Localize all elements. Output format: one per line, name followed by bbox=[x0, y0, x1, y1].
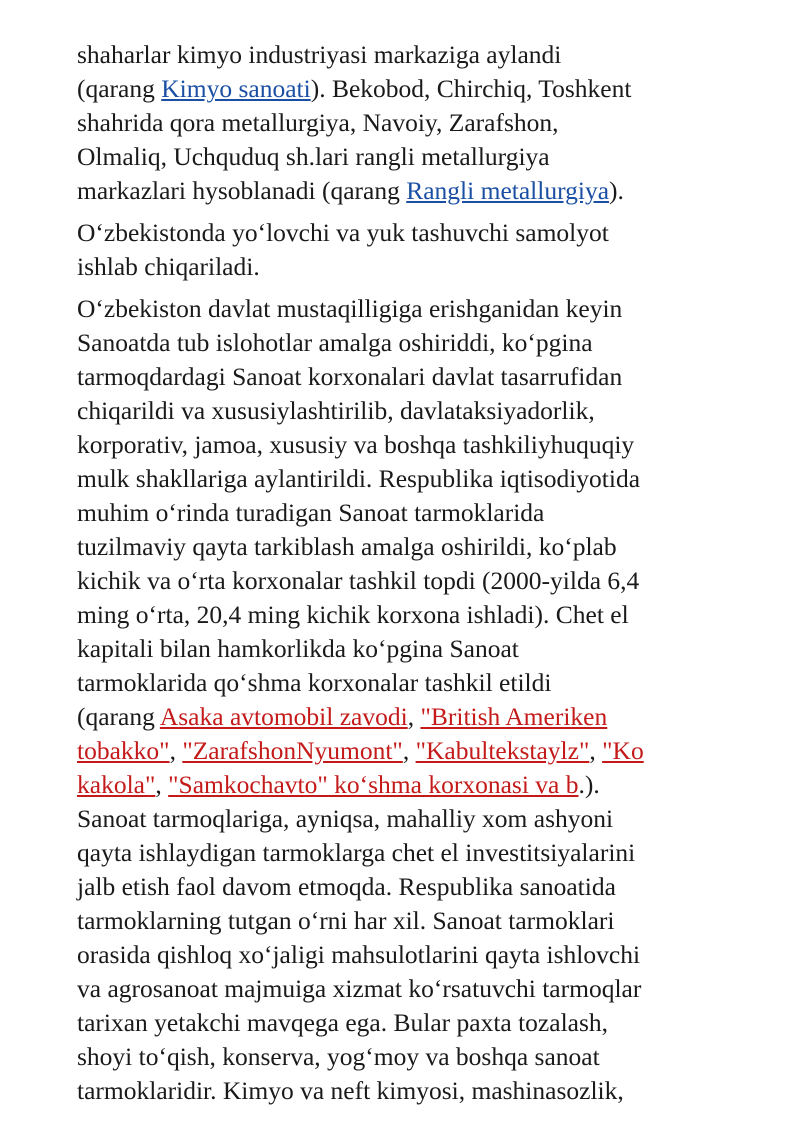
link-kabultekstaylz[interactable]: "Kabultekstaylz" bbox=[415, 736, 590, 765]
text-line: tarmoklarning tutgan o‘rni har xil. Sanoat tarmoklari bbox=[77, 906, 615, 935]
text-line: korporativ, jamoa, xususiy va boshqa tashkiliyhuquqiy bbox=[77, 430, 635, 459]
text-line: Olmaliq, Uchquduq sh.lari rangli metallurgiya bbox=[77, 142, 550, 171]
text-fragment: , bbox=[402, 736, 416, 765]
text-line bbox=[77, 768, 740, 802]
text-line: tuzilmaviy qayta tarkiblash amalga oshirildi, ko‘plab bbox=[77, 532, 617, 561]
text-line: Sanoatda tub islohotlar amalga oshiriddi, ko‘pgina bbox=[77, 328, 593, 357]
paragraph-independence-reforms bbox=[77, 292, 740, 1108]
text-fragment: .). bbox=[578, 770, 600, 799]
link-zarafshon-nyumont[interactable]: "ZarafshonNyumont" bbox=[182, 736, 403, 765]
text-line: jalb etish faol davom etmoqda. Respublika sanoatida bbox=[77, 872, 616, 901]
text-fragment: , bbox=[589, 736, 603, 765]
text-line: ishlab chiqariladi. bbox=[77, 252, 260, 281]
text-fragment: , bbox=[155, 770, 169, 799]
text-line: va agrosanoat majmuiga xizmat ko‘rsatuvchi tarmoqlar bbox=[77, 974, 642, 1003]
text-fragment: , bbox=[169, 736, 183, 765]
link-koka-kola[interactable]: "Ko bbox=[602, 736, 644, 765]
text-fragment: ). bbox=[609, 176, 624, 205]
text-line: chiqarildi va xususiylashtirilib, davlataksiyadorlik, bbox=[77, 396, 595, 425]
text-line: tarixan yetakchi mavqega ega. Bular paxta tozalash, bbox=[77, 1008, 609, 1037]
paragraph-aircraft bbox=[77, 216, 740, 284]
text-line: shaharlar kimyo industriyasi markaziga aylandi bbox=[77, 40, 562, 69]
text-line: Sanoat tarmoqlariga, ayniqsa, mahalliy xom ashyoni bbox=[77, 804, 614, 833]
text-line: ming o‘rta, 20,4 ming kichik korxona ishladi). Chet el bbox=[77, 600, 629, 629]
text-line: shoyi to‘qish, konserva, yog‘moy va boshqa sanoat bbox=[77, 1042, 600, 1071]
text-line: mulk shakllariga aylantirildi. Respublika iqtisodiyotida bbox=[77, 464, 641, 493]
text-line: tarmoklarida qo‘shma korxonalar tashkil etildi bbox=[77, 668, 552, 697]
link-asaka-avtomobil-zavodi[interactable]: Asaka avtomobil zavodi bbox=[159, 702, 408, 731]
text-line: O‘zbekistonda yo‘lovchi va yuk tashuvchi samolyot bbox=[77, 218, 609, 247]
text-fragment: (qarang bbox=[77, 74, 162, 103]
link-british-ameriken-tobakko[interactable]: "British Ameriken bbox=[420, 702, 608, 731]
text-line: muhim o‘rinda turadigan Sanoat tarmoklarida bbox=[77, 498, 545, 527]
text-line bbox=[77, 174, 740, 208]
text-line bbox=[77, 72, 740, 106]
link-koka-kola-cont[interactable]: kakola" bbox=[77, 770, 156, 799]
link-british-ameriken-tobakko-cont[interactable]: tobakko" bbox=[77, 736, 170, 765]
paragraph-industry-centers bbox=[77, 38, 740, 208]
text-line: kapitali bilan hamkorlikda ko‘pgina Sanoat bbox=[77, 634, 519, 663]
text-fragment: ). Bekobod, Chirchiq, Toshkent bbox=[310, 74, 632, 103]
text-line: shahrida qora metallurgiya, Navoiy, Zarafshon, bbox=[77, 108, 559, 137]
link-samkochavto[interactable]: "Samkochavto" ko‘shma korxonasi va b bbox=[168, 770, 579, 799]
text-fragment: markazlari hysoblanadi (qarang bbox=[77, 176, 407, 205]
text-line: qayta ishlaydigan tarmoklarga chet el investitsiyalarini bbox=[77, 838, 636, 867]
text-line bbox=[77, 734, 740, 768]
link-rangli-metallurgiya[interactable]: Rangli metallurgiya bbox=[406, 176, 610, 205]
link-kimyo-sanoati[interactable]: Kimyo sanoati bbox=[161, 74, 311, 103]
text-line bbox=[77, 700, 740, 734]
text-line: kichik va o‘rta korxonalar tashkil topdi (2000-yilda 6,4 bbox=[77, 566, 640, 595]
text-fragment: , bbox=[407, 702, 421, 731]
text-fragment: (qarang bbox=[77, 702, 160, 731]
text-line: tarmoqdardagi Sanoat korxonalari davlat tasarrufidan bbox=[77, 362, 623, 391]
text-line: orasida qishloq xo‘jaligi mahsulotlarini qayta ishlovchi bbox=[77, 940, 641, 969]
text-line: O‘zbekiston davlat mustaqilligiga erishganidan keyin bbox=[77, 294, 623, 323]
text-line: tarmoklaridir. Kimyo va neft kimyosi, mashinasozlik, bbox=[77, 1076, 624, 1105]
